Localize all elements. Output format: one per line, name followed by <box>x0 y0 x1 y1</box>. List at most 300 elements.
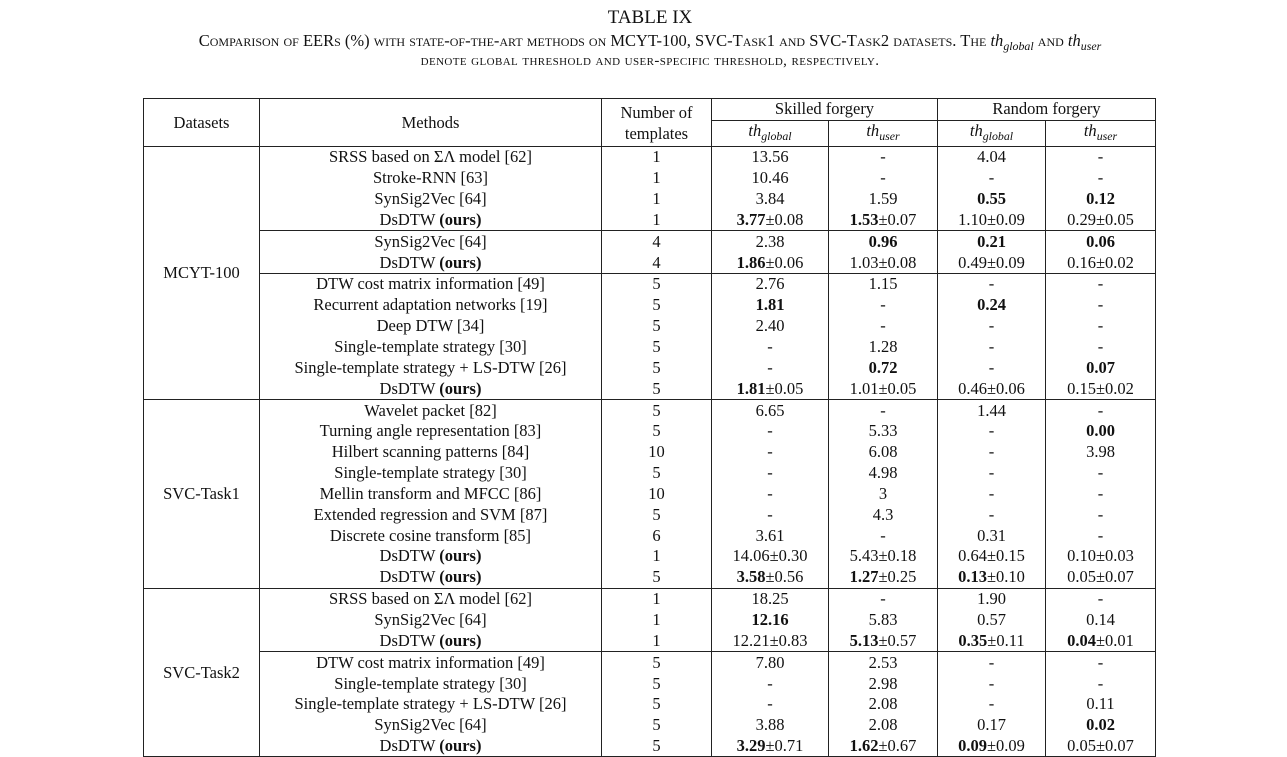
method-name: SRSS based on ΣΛ model [62] <box>328 589 533 609</box>
random-global-cell <box>938 673 1046 694</box>
method-name: SynSig2Vec [64] <box>374 609 487 629</box>
random-user-cell <box>1046 378 1156 399</box>
skilled-user-value: 0.72 <box>868 357 898 377</box>
skilled-global-cell <box>712 421 829 442</box>
skilled-user-cell <box>829 210 938 231</box>
skilled-global-cell <box>712 231 829 252</box>
templates-value: 4 <box>652 252 661 272</box>
method-cell <box>260 378 602 399</box>
skilled-user-value: 1.53 <box>849 209 879 229</box>
random-global-value: 1.10 <box>958 209 987 229</box>
table-row <box>144 652 1156 673</box>
random-global-value: 1.44 <box>977 400 1006 420</box>
skilled-global-value: 18.25 <box>751 589 789 609</box>
templates-cell <box>602 588 712 609</box>
random-global-cell <box>938 567 1046 588</box>
skilled-user-std: ±0.08 <box>878 252 917 272</box>
header-skilled-th-global: $th_{global}$ <box>712 120 829 146</box>
method-name: SynSig2Vec [64] <box>374 231 487 251</box>
random-global-value: - <box>988 652 995 672</box>
random-global-cell <box>938 231 1046 252</box>
random-user-std: ±0.07 <box>1095 567 1134 587</box>
method-name: DsDTW <box>379 567 436 587</box>
random-user-cell <box>1046 442 1156 463</box>
method-cell <box>260 210 602 231</box>
skilled-global-value: 6.65 <box>755 400 785 420</box>
random-global-cell <box>938 252 1046 273</box>
skilled-global-cell <box>712 610 829 631</box>
random-global-value: - <box>988 694 995 714</box>
table-row <box>144 546 1156 567</box>
skilled-user-cell <box>829 316 938 337</box>
random-global-cell <box>938 588 1046 609</box>
skilled-global-cell <box>712 316 829 337</box>
method-cell <box>260 736 602 757</box>
templates-cell <box>602 357 712 378</box>
random-user-cell <box>1046 736 1156 757</box>
skilled-global-cell <box>712 400 829 421</box>
method-cell <box>260 610 602 631</box>
random-user-value: 0.29 <box>1067 209 1096 229</box>
skilled-user-std: ±0.07 <box>878 209 917 229</box>
templates-value: 5 <box>652 357 661 377</box>
skilled-user-cell <box>829 463 938 484</box>
random-user-value: - <box>1097 504 1104 524</box>
skilled-user-cell <box>829 546 938 567</box>
random-user-value: - <box>1097 673 1104 693</box>
skilled-user-std: ±0.25 <box>878 567 917 587</box>
table-row <box>144 715 1156 736</box>
skilled-user-value: 1.03 <box>849 252 879 272</box>
method-name: SRSS based on ΣΛ model [62] <box>328 147 533 167</box>
table-title: TABLE IX <box>607 7 693 28</box>
random-global-value: 0.13 <box>958 567 987 587</box>
method-name: Single-template strategy [30] <box>334 337 527 357</box>
skilled-user-value: - <box>880 316 886 336</box>
table-row <box>144 463 1156 484</box>
skilled-global-value: 7.80 <box>755 652 785 672</box>
skilled-user-cell <box>829 694 938 715</box>
skilled-user-cell <box>829 673 938 694</box>
method-cell <box>260 357 602 378</box>
templates-value: 1 <box>652 168 661 188</box>
skilled-user-cell <box>829 400 938 421</box>
random-global-value: - <box>988 168 995 188</box>
random-user-value: - <box>1097 483 1104 503</box>
method-cell <box>260 295 602 316</box>
random-user-value: - <box>1097 400 1104 420</box>
method-name: DsDTW <box>379 378 436 398</box>
method-cell <box>260 442 602 463</box>
random-global-value: - <box>988 483 995 503</box>
method-cell <box>260 484 602 505</box>
random-global-cell <box>938 357 1046 378</box>
method-name: Mellin transform and MFCC [86] <box>319 483 542 503</box>
skilled-user-cell <box>829 484 938 505</box>
templates-cell <box>602 546 712 567</box>
random-global-cell <box>938 421 1046 442</box>
random-user-cell <box>1046 231 1156 252</box>
method-cell <box>260 189 602 210</box>
random-global-value: - <box>988 337 995 357</box>
random-user-cell <box>1046 147 1156 168</box>
random-user-std: ±0.05 <box>1095 209 1134 229</box>
templates-cell <box>602 210 712 231</box>
table-row <box>144 525 1156 546</box>
random-user-cell <box>1046 588 1156 609</box>
random-user-std: ±0.02 <box>1095 252 1134 272</box>
ours-label: (ours) <box>439 209 482 229</box>
skilled-user-cell <box>829 189 938 210</box>
random-global-cell <box>938 400 1046 421</box>
skilled-user-cell <box>829 610 938 631</box>
skilled-global-value: 1.81 <box>736 378 766 398</box>
random-user-cell <box>1046 421 1156 442</box>
method-name: Deep DTW [34] <box>376 316 485 336</box>
templates-value: 5 <box>652 378 661 398</box>
method-name: Single-template strategy + LS-DTW [26] <box>294 357 567 377</box>
random-global-cell <box>938 147 1046 168</box>
random-user-cell <box>1046 504 1156 525</box>
random-user-cell <box>1046 316 1156 337</box>
random-global-value: 1.90 <box>977 589 1006 609</box>
random-user-value: - <box>1097 337 1104 357</box>
random-user-value: 0.05 <box>1067 736 1096 756</box>
skilled-user-value: 2.98 <box>868 673 898 693</box>
templates-cell <box>602 442 712 463</box>
templates-value: 10 <box>648 483 665 503</box>
random-global-std: ±0.11 <box>987 630 1025 650</box>
skilled-global-cell <box>712 546 829 567</box>
templates-cell <box>602 567 712 588</box>
templates-cell <box>602 630 712 651</box>
templates-value: 5 <box>652 673 661 693</box>
random-user-value: 0.10 <box>1067 546 1096 566</box>
random-user-cell <box>1046 694 1156 715</box>
table-row <box>144 337 1156 358</box>
random-global-cell <box>938 610 1046 631</box>
skilled-user-value: - <box>880 589 886 609</box>
templates-cell <box>602 168 712 189</box>
method-cell <box>260 147 602 168</box>
skilled-global-cell <box>712 378 829 399</box>
random-global-cell <box>938 652 1046 673</box>
table-row <box>144 630 1156 651</box>
table-row <box>144 147 1156 168</box>
skilled-global-cell <box>712 673 829 694</box>
random-user-cell <box>1046 210 1156 231</box>
skilled-user-value: 5.83 <box>868 609 898 629</box>
skilled-global-std: ±0.71 <box>765 736 804 756</box>
header-random-th-user: $th_{user}$ <box>1046 120 1156 146</box>
results-table <box>143 98 1156 757</box>
method-cell <box>260 463 602 484</box>
skilled-global-value: - <box>767 673 773 693</box>
table-row <box>144 378 1156 399</box>
ours-label: (ours) <box>439 567 482 587</box>
table-row <box>144 588 1156 609</box>
templates-value: 1 <box>652 546 661 566</box>
random-user-value: 0.12 <box>1086 189 1115 209</box>
table-row <box>144 357 1156 378</box>
random-user-cell <box>1046 337 1156 358</box>
skilled-global-value: - <box>767 694 773 714</box>
skilled-user-value: - <box>880 147 886 167</box>
random-global-value: - <box>988 442 995 462</box>
skilled-global-value: - <box>767 442 773 462</box>
skilled-global-std: ±0.06 <box>765 252 804 272</box>
templates-value: 10 <box>648 442 665 462</box>
random-user-cell <box>1046 630 1156 651</box>
skilled-global-cell <box>712 168 829 189</box>
random-user-value: - <box>1097 463 1104 483</box>
skilled-user-cell <box>829 378 938 399</box>
table-row <box>144 442 1156 463</box>
skilled-global-value: 10.46 <box>751 168 789 188</box>
skilled-global-value: 2.76 <box>755 274 785 294</box>
random-global-value: 0.64 <box>958 546 987 566</box>
skilled-global-value: 14.06 <box>732 546 770 566</box>
random-user-value: 0.02 <box>1086 715 1115 735</box>
templates-cell <box>602 694 712 715</box>
skilled-global-cell <box>712 736 829 757</box>
method-name: Recurrent adaptation networks [19] <box>313 295 548 315</box>
table-row <box>144 736 1156 757</box>
random-user-value: - <box>1097 147 1104 167</box>
templates-value: 1 <box>652 589 661 609</box>
random-user-value: - <box>1097 652 1104 672</box>
dataset-name: MCYT-100 <box>144 147 260 400</box>
random-global-value: - <box>988 673 995 693</box>
random-global-value: - <box>988 357 995 377</box>
caption-and: and <box>1033 31 1068 50</box>
random-user-value: 0.11 <box>1086 694 1115 714</box>
random-global-cell <box>938 274 1046 295</box>
random-global-cell <box>938 463 1046 484</box>
random-user-value: 0.00 <box>1086 421 1115 441</box>
random-global-std: ±0.10 <box>986 567 1025 587</box>
ours-label: (ours) <box>439 546 482 566</box>
random-user-std: ±0.02 <box>1095 378 1134 398</box>
random-global-cell <box>938 546 1046 567</box>
skilled-global-value: - <box>767 337 773 357</box>
templates-value: 5 <box>652 652 661 672</box>
skilled-user-value: 5.13 <box>849 630 879 650</box>
random-user-cell <box>1046 610 1156 631</box>
random-user-std: ±0.03 <box>1095 546 1134 566</box>
caption-line-2: denote global threshold and user-specific threshold, respectively. <box>420 53 880 69</box>
method-cell <box>260 694 602 715</box>
method-name: DsDTW <box>379 630 436 650</box>
random-global-cell <box>938 504 1046 525</box>
skilled-global-cell <box>712 189 829 210</box>
skilled-user-value: - <box>880 295 886 315</box>
random-user-cell <box>1046 357 1156 378</box>
templates-cell <box>602 378 712 399</box>
random-global-value: 4.04 <box>977 147 1006 167</box>
header-methods: Methods <box>260 99 602 147</box>
skilled-user-std: ±0.67 <box>878 736 917 756</box>
skilled-user-cell <box>829 736 938 757</box>
method-cell <box>260 231 602 252</box>
skilled-user-value: 1.59 <box>868 189 898 209</box>
method-name: DTW cost matrix information [49] <box>316 652 545 672</box>
templates-value: 5 <box>652 337 661 357</box>
skilled-global-cell <box>712 357 829 378</box>
templates-cell <box>602 337 712 358</box>
random-global-std: ±0.06 <box>986 378 1025 398</box>
method-name: Wavelet packet [82] <box>364 400 497 420</box>
skilled-user-value: 5.33 <box>868 421 898 441</box>
method-cell <box>260 715 602 736</box>
method-cell <box>260 525 602 546</box>
random-user-value: 0.16 <box>1067 252 1096 272</box>
table-row <box>144 189 1156 210</box>
skilled-global-cell <box>712 252 829 273</box>
th-global-symbol: $th_{global}$ <box>990 31 1034 54</box>
header-datasets: Datasets <box>144 99 260 147</box>
method-name: Extended regression and SVM [87] <box>313 504 548 524</box>
skilled-user-cell <box>829 630 938 651</box>
skilled-global-value: 3.77 <box>736 209 766 229</box>
random-user-cell <box>1046 189 1156 210</box>
method-name: Single-template strategy [30] <box>334 673 527 693</box>
random-global-std: ±0.09 <box>986 209 1025 229</box>
method-name: Stroke-RNN [63] <box>372 168 489 188</box>
random-user-cell <box>1046 546 1156 567</box>
random-global-cell <box>938 210 1046 231</box>
method-name: Single-template strategy + LS-DTW [26] <box>294 694 567 714</box>
method-name: Discrete cosine transform [85] <box>329 525 532 545</box>
method-cell <box>260 673 602 694</box>
templates-cell <box>602 189 712 210</box>
skilled-global-cell <box>712 210 829 231</box>
method-cell <box>260 400 602 421</box>
random-global-value: - <box>988 421 995 441</box>
random-user-value: 0.04 <box>1067 630 1096 650</box>
templates-cell <box>602 463 712 484</box>
random-global-cell <box>938 484 1046 505</box>
table-row <box>144 168 1156 189</box>
skilled-global-value: 3.88 <box>755 715 785 735</box>
header-skilled-forgery: Skilled forgery <box>712 99 938 121</box>
random-global-cell <box>938 630 1046 651</box>
skilled-global-cell <box>712 337 829 358</box>
skilled-global-value: - <box>767 504 773 524</box>
templates-value: 5 <box>652 715 661 735</box>
method-name: DsDTW <box>379 252 436 272</box>
skilled-global-cell <box>712 652 829 673</box>
skilled-user-value: 1.62 <box>849 736 879 756</box>
skilled-user-cell <box>829 715 938 736</box>
skilled-global-cell <box>712 274 829 295</box>
templates-cell <box>602 252 712 273</box>
random-user-value: 0.14 <box>1086 609 1115 629</box>
random-global-cell <box>938 295 1046 316</box>
random-user-value: 0.15 <box>1067 378 1096 398</box>
templates-value: 4 <box>652 231 661 251</box>
skilled-global-value: - <box>767 483 773 503</box>
skilled-user-value: 1.01 <box>849 378 879 398</box>
skilled-user-std: ±0.57 <box>878 630 917 650</box>
random-global-std: ±0.15 <box>986 546 1025 566</box>
random-user-value: - <box>1097 295 1104 315</box>
random-global-value: 0.55 <box>977 189 1006 209</box>
templates-value: 1 <box>652 609 661 629</box>
caption-line-1 <box>0 31 1287 54</box>
skilled-global-value: 3.29 <box>736 736 766 756</box>
random-user-value: 0.06 <box>1086 231 1115 251</box>
ours-label: (ours) <box>439 252 482 272</box>
dataset-name: SVC-Task2 <box>144 588 260 757</box>
random-global-value: 0.21 <box>977 231 1006 251</box>
skilled-global-std: ±0.56 <box>765 567 804 587</box>
templates-value: 5 <box>652 463 661 483</box>
skilled-global-cell <box>712 630 829 651</box>
method-name: DsDTW <box>379 546 436 566</box>
skilled-user-value: - <box>880 400 886 420</box>
table-row <box>144 673 1156 694</box>
skilled-global-std: ±0.08 <box>765 209 804 229</box>
random-global-cell <box>938 694 1046 715</box>
table-row <box>144 567 1156 588</box>
skilled-global-cell <box>712 715 829 736</box>
random-global-cell <box>938 715 1046 736</box>
skilled-global-cell <box>712 295 829 316</box>
table-row <box>144 210 1156 231</box>
templates-value: 5 <box>652 421 661 441</box>
skilled-global-std: ±0.83 <box>769 630 808 650</box>
skilled-user-value: 5.43 <box>849 546 879 566</box>
table-row <box>144 694 1156 715</box>
method-cell <box>260 588 602 609</box>
random-user-cell <box>1046 463 1156 484</box>
method-cell <box>260 337 602 358</box>
skilled-user-cell <box>829 588 938 609</box>
skilled-user-cell <box>829 525 938 546</box>
skilled-user-cell <box>829 652 938 673</box>
random-user-value: 3.98 <box>1086 442 1115 462</box>
random-global-value: 0.09 <box>958 736 987 756</box>
table-row <box>144 316 1156 337</box>
method-cell <box>260 316 602 337</box>
templates-value: 5 <box>652 295 661 315</box>
random-user-cell <box>1046 673 1156 694</box>
templates-cell <box>602 610 712 631</box>
method-name: DsDTW <box>379 209 436 229</box>
skilled-global-value: 12.21 <box>732 630 770 650</box>
random-user-value: - <box>1097 589 1104 609</box>
random-global-cell <box>938 337 1046 358</box>
random-user-cell <box>1046 274 1156 295</box>
skilled-user-value: 2.53 <box>868 652 898 672</box>
random-global-value: 0.17 <box>977 715 1006 735</box>
table-row <box>144 610 1156 631</box>
templates-cell <box>602 295 712 316</box>
skilled-global-value: - <box>767 357 773 377</box>
table-row <box>144 295 1156 316</box>
random-global-value: 0.24 <box>977 295 1006 315</box>
random-global-value: 0.49 <box>958 252 987 272</box>
method-cell <box>260 504 602 525</box>
skilled-global-cell <box>712 484 829 505</box>
skilled-user-std: ±0.18 <box>878 546 917 566</box>
header-random-forgery: Random forgery <box>938 99 1156 121</box>
skilled-user-value: - <box>880 168 886 188</box>
random-user-cell <box>1046 525 1156 546</box>
skilled-user-value: 0.96 <box>868 231 898 251</box>
skilled-global-cell <box>712 525 829 546</box>
